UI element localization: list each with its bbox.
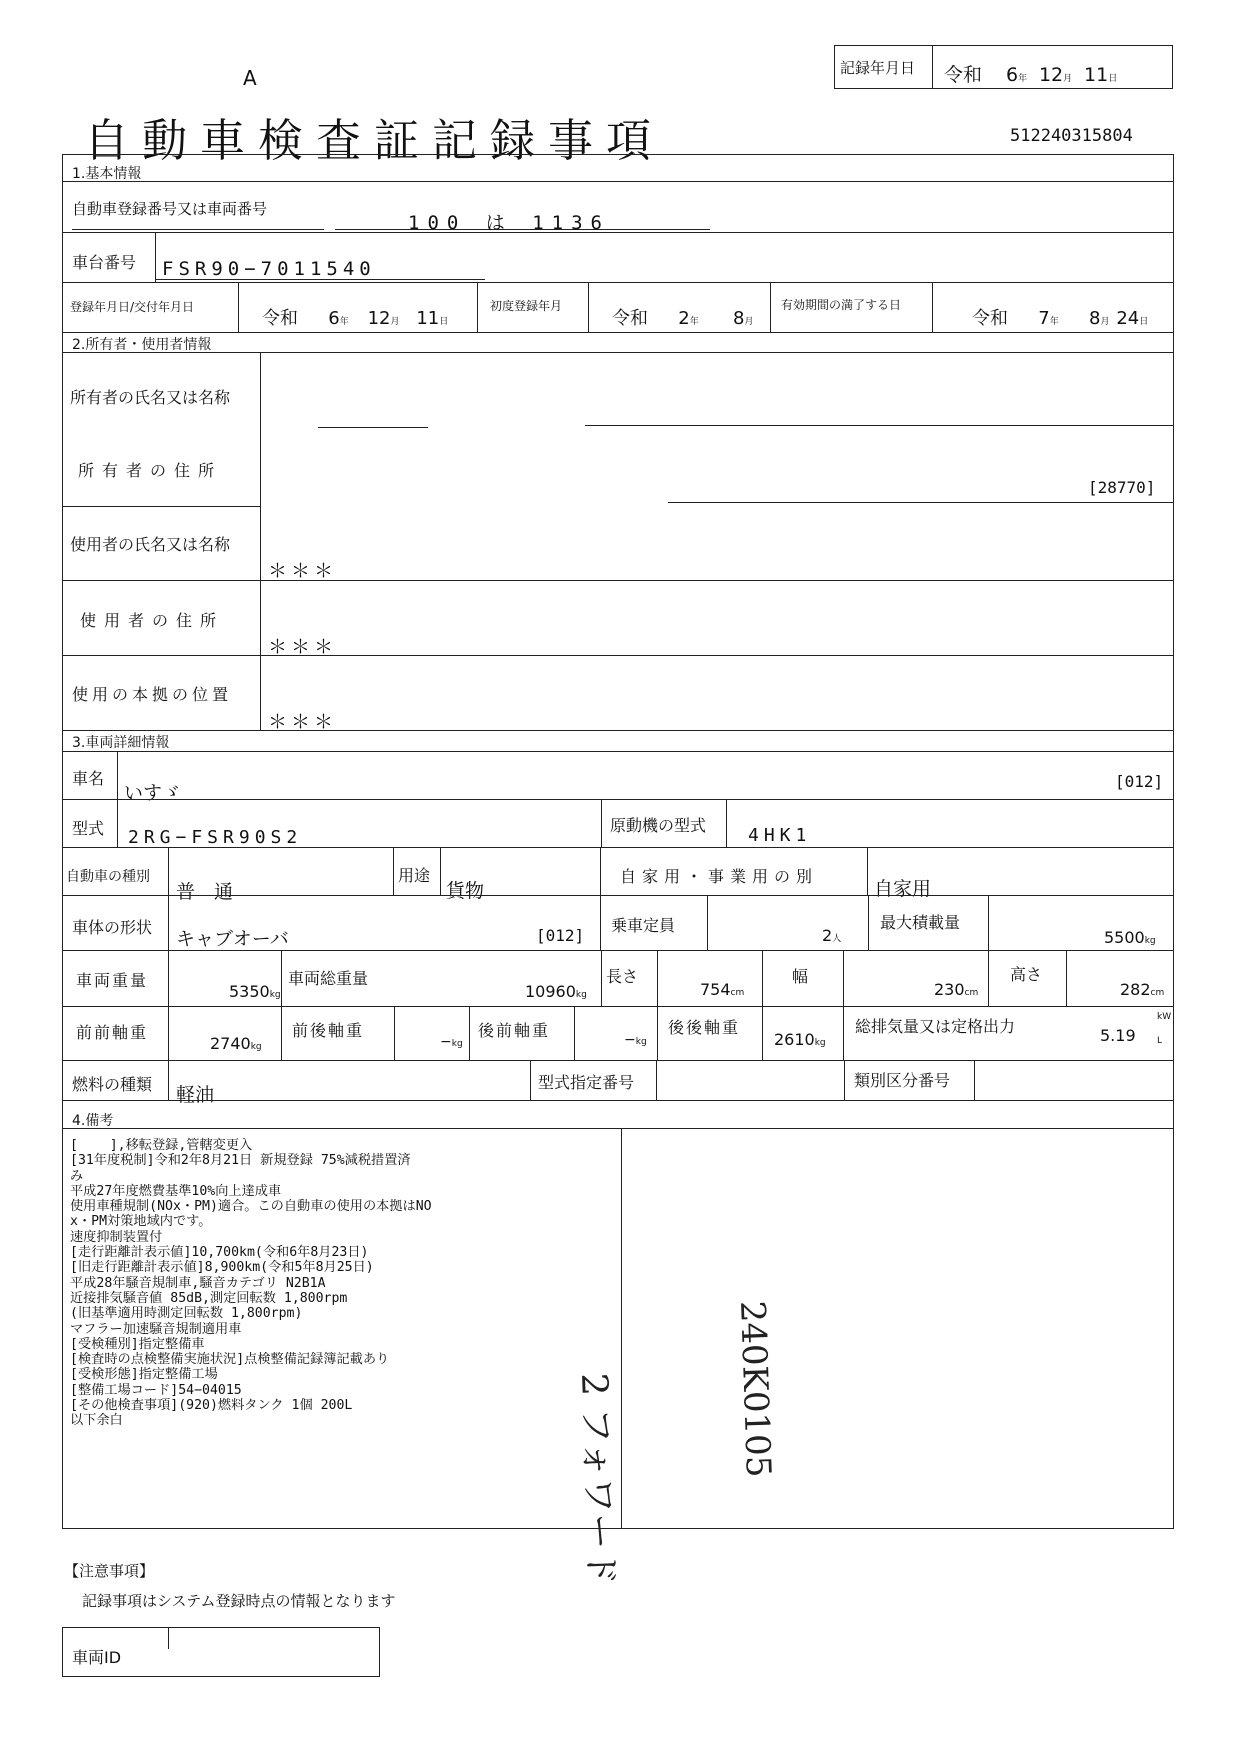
- body-shape-code: [012]: [536, 926, 585, 945]
- remarks-line: [31年度税制]令和2年8月21日 新規登録 75%減税措置済: [70, 1153, 411, 1169]
- caution-heading: 【注意事項】: [64, 1562, 155, 1580]
- category-number-label: 類別区分番号: [854, 1071, 951, 1090]
- remarks-line: 近接排気騒音値 85dB,測定回転数 1,800rpm: [70, 1290, 348, 1306]
- remarks-line: マフラー加速騒音規制適用車: [70, 1321, 242, 1337]
- body-shape-value: キャブオーバ: [176, 928, 289, 950]
- remarks-line: 平成27年度燃費基準10%向上達成車: [70, 1183, 282, 1199]
- remarks-line: [受検形態]指定整備工場: [70, 1367, 218, 1383]
- front-rear-axle-value: −kg: [440, 1034, 463, 1050]
- type-designation-label: 型式指定番号: [538, 1073, 635, 1092]
- section-basic-header: 1.基本情報: [72, 166, 142, 182]
- remarks-line: み: [70, 1168, 84, 1184]
- remarks-line: 使用車種規制(NOx・PM)適合。この自動車の使用の本拠はNO: [70, 1199, 432, 1215]
- remarks-line: [ ],移転登録,管轄変更入: [70, 1138, 253, 1153]
- model-value: 2RG−FSR90S2: [128, 827, 303, 848]
- displacement-unit-bottom: L: [1157, 1036, 1163, 1046]
- section-remarks-header: 4.備考: [72, 1113, 114, 1129]
- first-registration-value: 令和 2年 8月: [612, 308, 754, 329]
- car-name-code: [012]: [1115, 772, 1164, 791]
- usage-value: 貨物: [446, 880, 485, 902]
- user-address-label: 使用者の住所: [80, 611, 225, 630]
- expiry-date-value: 令和 7年 8月 24日: [972, 308, 1149, 329]
- handwritten-note-2: 240K0105: [732, 1300, 779, 1479]
- remarks-line: [整備工場コード]54−04015: [70, 1382, 242, 1398]
- vehicle-kind-value: 普 通: [176, 881, 234, 903]
- owner-address-code: [28770]: [1088, 478, 1156, 497]
- remarks-line: [検査時の点検整備実施状況]点検整備記録簿記載あり: [70, 1352, 390, 1368]
- issue-date-value: 令和 6年 12月 11日: [262, 308, 449, 329]
- front-front-axle-label: 前前軸重: [76, 1023, 149, 1042]
- chassis-number-value: FSR90−7011540: [162, 258, 376, 280]
- seating-capacity-value: 2人: [822, 926, 842, 945]
- displacement-label: 総排気量又は定格出力: [855, 1017, 1016, 1036]
- displacement-unit-top: kW: [1157, 1012, 1172, 1022]
- section-owner-header: 2.所有者・使用者情報: [72, 337, 212, 353]
- rear-front-axle-label: 後前軸重: [478, 1021, 551, 1040]
- displacement-value: 5.19: [1100, 1026, 1136, 1045]
- remarks-line: 平成28年騒音規制車,騒音カテゴリ N2B1A: [70, 1275, 326, 1291]
- vehicle-kind-label: 自動車の種別: [66, 869, 150, 885]
- record-date-label: 記録年月日: [840, 59, 916, 77]
- car-name-value: いすゞ: [124, 782, 182, 804]
- user-name-value: ＊＊＊: [268, 560, 338, 582]
- length-label: 長さ: [606, 967, 639, 986]
- height-label: 高さ: [1010, 965, 1043, 984]
- vehicle-weight-value: 5350kg: [229, 982, 281, 1001]
- body-shape-label: 車体の形状: [72, 918, 153, 937]
- engine-type-label: 原動機の型式: [610, 816, 707, 835]
- fuel-type-label: 燃料の種類: [72, 1075, 153, 1094]
- seating-capacity-label: 乗車定員: [611, 916, 676, 935]
- expiry-date-label: 有効期間の満了する日: [781, 298, 902, 312]
- vehicle-weight-label: 車両重量: [76, 971, 149, 990]
- engine-type-value: 4HK1: [748, 825, 812, 846]
- page-letter: A: [243, 66, 257, 90]
- private-business-label: 自家用・事業用の別: [620, 867, 819, 886]
- document-title: 自動車検査証記録事項: [84, 114, 665, 167]
- section-vehicle-header: 3.車両詳細情報: [72, 735, 170, 751]
- user-name-label: 使用者の氏名又は名称: [70, 535, 231, 554]
- front-rear-axle-label: 前後軸重: [292, 1021, 365, 1040]
- rear-front-axle-value: −kg: [624, 1032, 647, 1048]
- remarks-text: [70, 1138, 432, 1429]
- max-load-value: 5500kg: [1104, 928, 1156, 947]
- remarks-line: 速度抑制装置付: [70, 1229, 163, 1245]
- base-location-value: ＊＊＊: [268, 711, 338, 733]
- max-load-label: 最大積載量: [880, 913, 961, 932]
- gross-weight-value: 10960kg: [525, 982, 587, 1001]
- height-value: 282cm: [1120, 980, 1165, 999]
- rear-rear-axle-label: 後後軸重: [668, 1018, 741, 1037]
- document-number: 512240315804: [1010, 126, 1133, 146]
- remarks-line: [受検種別]指定整備車: [70, 1336, 205, 1352]
- remarks-line: [旧走行距離計表示値]8,900km(令和5年8月25日): [70, 1260, 374, 1276]
- gross-weight-label: 車両総重量: [288, 969, 369, 988]
- remarks-line: [その他検査事項](920)燃料タンク 1個 200L: [70, 1398, 353, 1414]
- width-label: 幅: [792, 967, 809, 986]
- rear-rear-axle-value: 2610kg: [774, 1030, 826, 1049]
- fuel-type-value: 軽油: [176, 1084, 215, 1106]
- private-business-value: 自家用: [874, 878, 932, 900]
- remarks-line: (旧基準適用時測定回転数 1,800rpm): [70, 1306, 303, 1322]
- remarks-line: 以下余白: [70, 1413, 123, 1429]
- owner-name-label: 所有者の氏名又は名称: [70, 388, 231, 407]
- handwritten-note-1: 2 フォワード: [573, 1372, 622, 1587]
- first-registration-label: 初度登録年月: [490, 299, 563, 313]
- base-location-label: 使用の本拠の位置: [72, 685, 233, 704]
- registration-number-label: 自動車登録番号又は車両番号: [72, 200, 268, 218]
- width-value: 230cm: [934, 980, 979, 999]
- usage-label: 用途: [398, 866, 431, 885]
- remarks-line: [走行距離計表示値]10,700km(令和6年8月23日): [70, 1245, 369, 1261]
- length-value: 754cm: [700, 980, 745, 999]
- chassis-number-label: 車台番号: [72, 253, 137, 272]
- caution-text: 記録事項はシステム登録時点の情報となります: [82, 1592, 396, 1610]
- record-date-value: 令和 6年 12月 11日: [944, 64, 1118, 86]
- remarks-line: x・PM対策地域内です。: [70, 1214, 212, 1230]
- user-address-value: ＊＊＊: [268, 636, 338, 658]
- issue-date-label: 登録年月日/交付年月日: [70, 300, 195, 314]
- registration-number-value: 100 は 1136: [408, 212, 610, 234]
- owner-address-label: 所有者の住所: [78, 461, 223, 480]
- car-name-label: 車名: [72, 769, 105, 788]
- vehicle-id-label: 車両ID: [72, 1648, 122, 1667]
- model-label: 型式: [72, 819, 105, 838]
- front-front-axle-value: 2740kg: [210, 1034, 262, 1053]
